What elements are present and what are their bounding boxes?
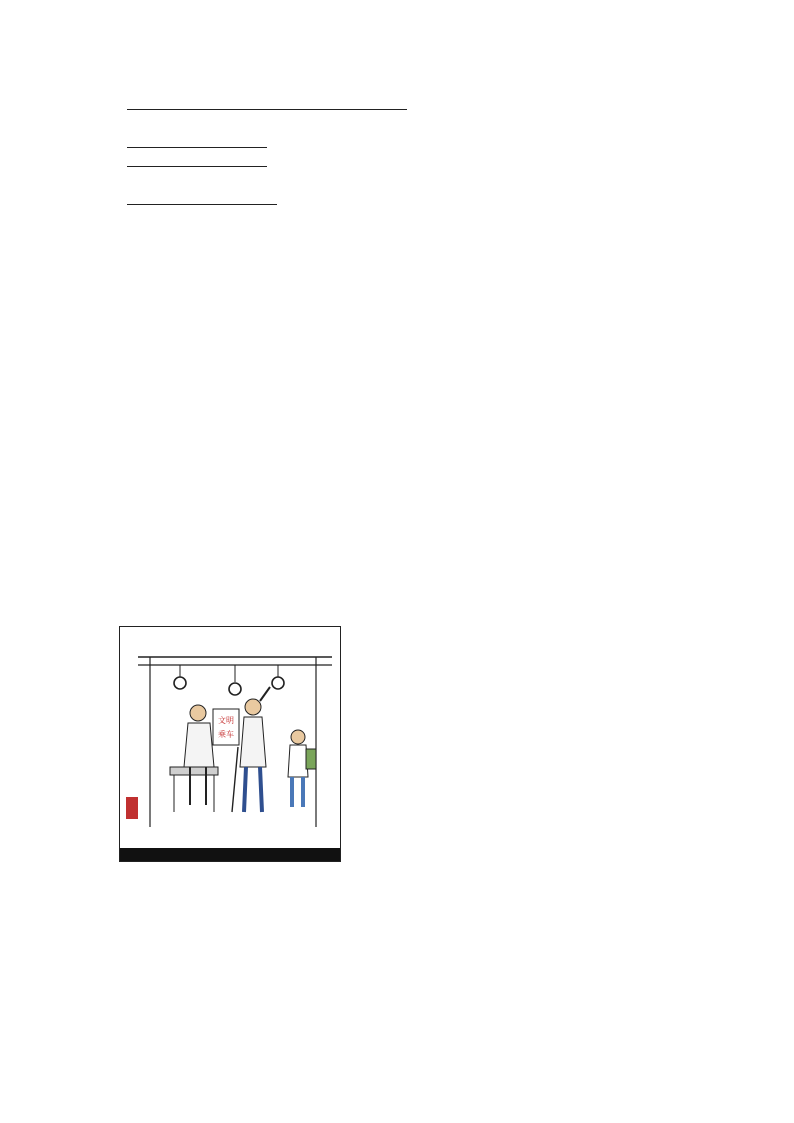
sign-text-bottom: 乘车 [218, 730, 234, 739]
cartoon-caption-bar [120, 848, 340, 861]
q5-line [118, 96, 407, 116]
sec7-p1-line1 [118, 191, 277, 211]
q5-blank-2[interactable] [267, 96, 407, 110]
sec7-book-blank[interactable] [127, 191, 277, 205]
q6-blank[interactable] [127, 134, 267, 148]
cartoon-image [119, 626, 341, 862]
q6-line [118, 134, 267, 154]
sec2-heading [118, 343, 141, 362]
sign-text-top: 文明 [218, 716, 234, 725]
q7-line [118, 153, 267, 173]
q7-blank[interactable] [127, 153, 267, 167]
q5-blank-1[interactable] [127, 96, 267, 110]
cartoon-drawing [120, 627, 340, 848]
